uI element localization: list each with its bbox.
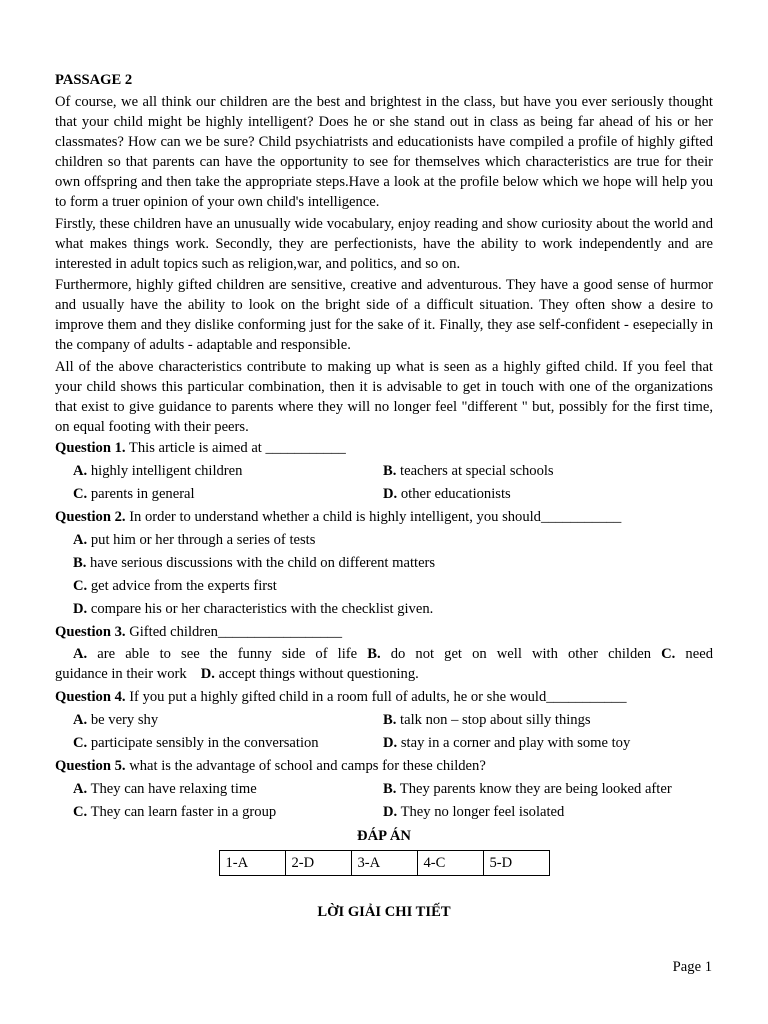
question-1 xyxy=(55,437,713,460)
passage-paragraph-2: Firstly, these children have an unusually wide vocabulary, enjoy reading and show curiosity about the world and what makes things work. Secondly, they are perfectionists, have the ability to work independently and are interested in adult topics such as religion,war, and politics, and so on. xyxy=(55,215,713,272)
question-1-option-b: B. teachers at special schools xyxy=(383,462,554,479)
question-4-options xyxy=(55,709,713,755)
question-4-option-c: C. participate sensibly in the conversation xyxy=(73,734,319,751)
question-4 xyxy=(55,686,713,709)
question-2-option-b: B. have serious discussions with the child on different matters xyxy=(73,554,436,571)
answer-cell-2: 2-D xyxy=(285,850,351,875)
question-3-option-b: B. do not get on well with other childen xyxy=(367,645,652,662)
question-5-option-b: B. They parents know they are being looked after xyxy=(383,780,672,797)
solution-title: LỜI GIẢI CHI TIẾT xyxy=(317,903,451,920)
question-3-option-c: C. need xyxy=(661,645,713,662)
question-4-option-a: A. be very shy xyxy=(73,711,159,728)
question-2-text: In order to understand whether a child is highly intelligent, you should___________ xyxy=(125,508,622,525)
question-1-text: This article is aimed at ___________ xyxy=(125,439,346,456)
question-2-label: Question 2. xyxy=(55,508,126,525)
answer-cell-1: 1-A xyxy=(219,850,285,875)
passage-paragraph-1: Of course, we all think our children are the best and brightest in the class, but have you ever seriously thought that your child might be highly intelligent? Does he or she stand out in class as being far ahead of his or her classmates? How can we be sure? Child psychiatrists and educationists have compiled a profile of highly gifted children so that parents can have the opportunity to see for themselves which characteristics are true for their own offspring and then take the appropriate steps.Have a look at the profile below which we hope will help you to form a truer opinion of your own child's intelligence. xyxy=(55,94,713,210)
question-5-label: Question 5. xyxy=(55,757,126,774)
answer-cell-3: 3-A xyxy=(351,850,417,875)
answer-cell-5: 5-D xyxy=(483,850,549,875)
question-3-label: Question 3. xyxy=(55,623,126,640)
question-4-text: If you put a highly gifted child in a room full of adults, he or she would___________ xyxy=(125,688,627,705)
question-4-option-d: D. stay in a corner and play with some toy xyxy=(383,734,631,751)
page-number: Page 1 xyxy=(672,959,712,975)
question-1-options xyxy=(55,460,713,506)
question-5-options xyxy=(55,778,713,824)
document-page xyxy=(55,70,713,922)
passage-title: PASSAGE 2 xyxy=(55,72,133,88)
question-2-option-c: C. get advice from the experts first xyxy=(73,577,277,594)
passage-paragraph-4: All of the above characteristics contribute to making up what is seen as a highly gifted child. If you feel that your child shows this particular combination, then it is advisable to get in touch with one of the organizations that exist to give guidance to parents where they will no longer feel "different " but, possibly for the first time, on equal footing with their peers. xyxy=(55,358,713,435)
question-3-option-d: D. accept things without questioning. xyxy=(200,665,419,682)
question-5 xyxy=(55,755,713,778)
answer-key-table xyxy=(219,850,550,876)
question-2-option-a: A. put him or her through a series of tests xyxy=(73,531,316,548)
question-5-option-c: C. They can learn faster in a group xyxy=(73,803,277,820)
question-3-text: Gifted children_________________ xyxy=(125,623,342,640)
question-2 xyxy=(55,506,713,529)
question-4-label: Question 4. xyxy=(55,688,126,705)
passage-paragraph-3: Furthermore, highly gifted children are sensitive, creative and adventurous. They have a good sense of hurmor and usually have the ability to look on the bright side of a difficult situation. They often show a desire to improve them and they dislike conforming just for the sake of it. Finally, they ase self-confident - esepecially in the company of adults - adaptable and responsible. xyxy=(55,277,713,353)
answer-cell-4: 4-C xyxy=(417,850,483,875)
question-3-option-a: A. are able to see the funny side of life xyxy=(73,645,358,662)
question-1-label: Question 1. xyxy=(55,439,126,456)
question-1-option-d: D. other educationists xyxy=(383,485,511,502)
question-3-option-c-continued: guidance in their work xyxy=(55,665,187,682)
answer-key-row xyxy=(219,850,549,875)
question-3-options-line-2 xyxy=(55,664,713,684)
question-5-option-a: A. They can have relaxing time xyxy=(73,780,257,797)
question-4-option-b: B. talk non – stop about silly things xyxy=(383,711,591,728)
question-5-text: what is the advantage of school and camps for these childen? xyxy=(125,757,486,774)
answer-key-title: ĐÁP ÁN xyxy=(357,827,411,844)
question-1-option-c: C. parents in general xyxy=(73,485,195,502)
question-3 xyxy=(55,621,713,644)
question-1-option-a: A. highly intelligent children xyxy=(73,462,243,479)
question-3-options-line xyxy=(55,644,713,664)
question-5-option-d: D. They no longer feel isolated xyxy=(383,803,565,820)
question-2-option-d: D. compare his or her characteristics with the checklist given. xyxy=(73,600,434,617)
